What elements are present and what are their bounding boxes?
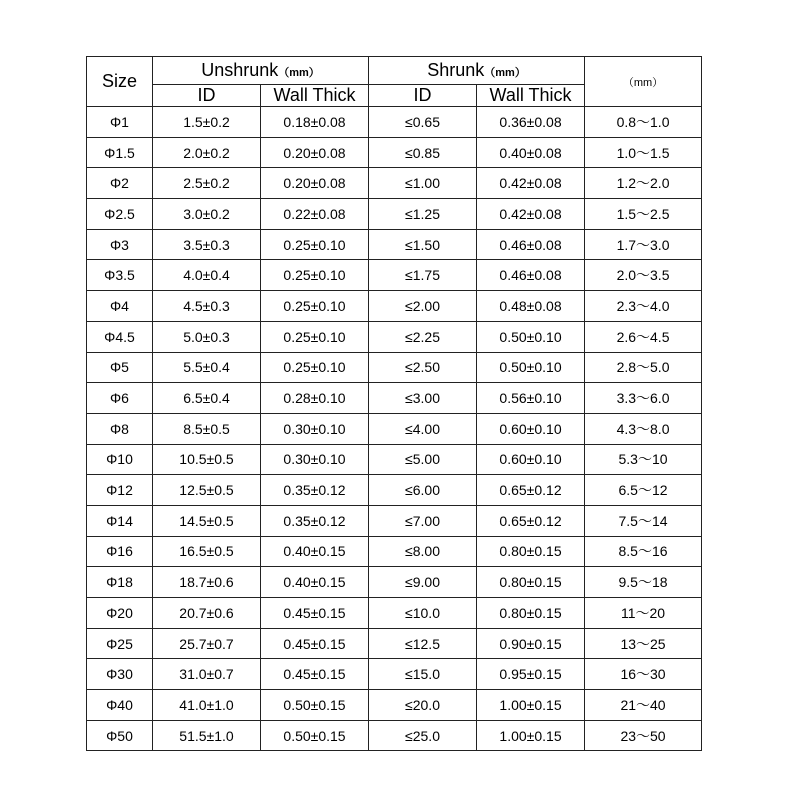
shrunk-id-cell: ≤25.0 — [369, 720, 477, 751]
shrunk-id-cell: ≤12.5 — [369, 628, 477, 659]
unshrunk-id-cell: 20.7±0.6 — [153, 598, 261, 629]
range-cell: 5.3～10 — [585, 444, 702, 475]
unshrunk-id-cell: 5.5±0.4 — [153, 352, 261, 383]
shrunk-id-cell: ≤7.00 — [369, 505, 477, 536]
shrunk-wall-cell: 0.80±0.15 — [477, 567, 585, 598]
range-cell: 2.3～4.0 — [585, 291, 702, 322]
shrunk-wall-cell: 0.65±0.12 — [477, 475, 585, 506]
shrunk-id-cell: ≤0.65 — [369, 107, 477, 138]
table-row — [87, 567, 702, 598]
table-row — [87, 229, 702, 260]
shrunk-id-cell: ≤0.85 — [369, 137, 477, 168]
unshrunk-wall-cell: 0.25±0.10 — [261, 352, 369, 383]
unshrunk-wall-cell: 0.25±0.10 — [261, 229, 369, 260]
unshrunk-header — [153, 57, 369, 85]
shrunk-wall-cell: 0.50±0.10 — [477, 352, 585, 383]
shrunk-wall-cell: 0.48±0.08 — [477, 291, 585, 322]
table-header — [87, 57, 702, 107]
shrunk-id-cell: ≤9.00 — [369, 567, 477, 598]
size-cell: Φ1.5 — [87, 137, 153, 168]
unshrunk-id-cell: 8.5±0.5 — [153, 413, 261, 444]
shrunk-wall-cell: 0.42±0.08 — [477, 168, 585, 199]
unshrunk-id-cell: 10.5±0.5 — [153, 444, 261, 475]
unshrunk-id-cell: 2.5±0.2 — [153, 168, 261, 199]
unshrunk-id-cell: 25.7±0.7 — [153, 628, 261, 659]
size-cell: Φ18 — [87, 567, 153, 598]
size-cell: Φ6 — [87, 383, 153, 414]
shrunk-wall-cell: 0.56±0.10 — [477, 383, 585, 414]
range-cell: 21～40 — [585, 690, 702, 721]
unshrunk-wall-cell: 0.25±0.10 — [261, 321, 369, 352]
table-row — [87, 260, 702, 291]
unshrunk-id-cell: 16.5±0.5 — [153, 536, 261, 567]
size-cell: Φ20 — [87, 598, 153, 629]
table-row — [87, 444, 702, 475]
table-row — [87, 659, 702, 690]
unshrunk-wall-cell: 0.35±0.12 — [261, 505, 369, 536]
range-cell: 23～50 — [585, 720, 702, 751]
range-cell: 1.0～1.5 — [585, 137, 702, 168]
table-row — [87, 107, 702, 138]
table-row — [87, 475, 702, 506]
shrunk-id-cell: ≤1.25 — [369, 199, 477, 230]
size-cell: Φ4.5 — [87, 321, 153, 352]
table-row — [87, 168, 702, 199]
unshrunk-id-cell: 12.5±0.5 — [153, 475, 261, 506]
shrunk-wall-cell: 0.80±0.15 — [477, 536, 585, 567]
shrunk-id-cell: ≤8.00 — [369, 536, 477, 567]
table-row — [87, 321, 702, 352]
unshrunk-wall-cell: 0.35±0.12 — [261, 475, 369, 506]
spec-table — [86, 56, 702, 751]
table-row — [87, 383, 702, 414]
shrunk-id-cell: ≤10.0 — [369, 598, 477, 629]
shrunk-wall-cell: 1.00±0.15 — [477, 720, 585, 751]
shrunk-wall-cell: 0.60±0.10 — [477, 413, 585, 444]
shrunk-id-cell: ≤2.50 — [369, 352, 477, 383]
shrunk-label: Shrunk — [427, 60, 485, 80]
shrunk-id-cell: ≤2.00 — [369, 291, 477, 322]
table-row — [87, 628, 702, 659]
range-cell: 1.5～2.5 — [585, 199, 702, 230]
shrunk-id-cell: ≤3.00 — [369, 383, 477, 414]
unshrunk-id-cell: 1.5±0.2 — [153, 107, 261, 138]
range-unit-header: （mm） — [585, 57, 702, 107]
unshrunk-wall-cell: 0.40±0.15 — [261, 567, 369, 598]
range-cell: 11～20 — [585, 598, 702, 629]
shrunk-id-cell: ≤1.50 — [369, 229, 477, 260]
shrunk-id-cell: ≤1.00 — [369, 168, 477, 199]
shrunk-id-cell: ≤1.75 — [369, 260, 477, 291]
unshrunk-wall-cell: 0.50±0.15 — [261, 720, 369, 751]
size-cell: Φ4 — [87, 291, 153, 322]
shrunk-wall-cell: 0.50±0.10 — [477, 321, 585, 352]
shrunk-id-cell: ≤6.00 — [369, 475, 477, 506]
range-cell: 1.7～3.0 — [585, 229, 702, 260]
shrunk-wall-cell: 0.80±0.15 — [477, 598, 585, 629]
unshrunk-id-cell: 3.5±0.3 — [153, 229, 261, 260]
range-cell: 8.5～16 — [585, 536, 702, 567]
size-cell: Φ50 — [87, 720, 153, 751]
unshrunk-id-cell: 51.5±1.0 — [153, 720, 261, 751]
unshrunk-id-cell: 3.0±0.2 — [153, 199, 261, 230]
shrunk-wall-header: Wall Thick — [477, 85, 585, 107]
unshrunk-wall-cell: 0.18±0.08 — [261, 107, 369, 138]
unshrunk-wall-cell: 0.30±0.10 — [261, 444, 369, 475]
table-row — [87, 720, 702, 751]
size-cell: Φ14 — [87, 505, 153, 536]
shrunk-wall-cell: 0.90±0.15 — [477, 628, 585, 659]
unshrunk-id-cell: 4.5±0.3 — [153, 291, 261, 322]
size-header: Size — [87, 57, 153, 107]
range-cell: 9.5～18 — [585, 567, 702, 598]
range-cell: 2.0～3.5 — [585, 260, 702, 291]
table-row — [87, 536, 702, 567]
unshrunk-id-cell: 31.0±0.7 — [153, 659, 261, 690]
size-cell: Φ12 — [87, 475, 153, 506]
shrunk-wall-cell: 0.46±0.08 — [477, 260, 585, 291]
size-cell: Φ16 — [87, 536, 153, 567]
unshrunk-id-cell: 14.5±0.5 — [153, 505, 261, 536]
range-cell: 13～25 — [585, 628, 702, 659]
unshrunk-wall-cell: 0.20±0.08 — [261, 137, 369, 168]
size-cell: Φ25 — [87, 628, 153, 659]
table-row — [87, 291, 702, 322]
range-cell: 2.8～5.0 — [585, 352, 702, 383]
table-row — [87, 413, 702, 444]
unshrunk-id-cell: 2.0±0.2 — [153, 137, 261, 168]
table-body — [87, 107, 702, 751]
unshrunk-wall-cell: 0.28±0.10 — [261, 383, 369, 414]
unshrunk-wall-cell: 0.45±0.15 — [261, 598, 369, 629]
range-cell: 3.3～6.0 — [585, 383, 702, 414]
size-cell: Φ3 — [87, 229, 153, 260]
shrunk-wall-cell: 0.36±0.08 — [477, 107, 585, 138]
shrunk-wall-cell: 0.46±0.08 — [477, 229, 585, 260]
unshrunk-id-cell: 4.0±0.4 — [153, 260, 261, 291]
size-cell: Φ1 — [87, 107, 153, 138]
unshrunk-wall-cell: 0.25±0.10 — [261, 260, 369, 291]
shrunk-id-cell: ≤20.0 — [369, 690, 477, 721]
shrunk-id-header: ID — [369, 85, 477, 107]
range-cell: 2.6～4.5 — [585, 321, 702, 352]
unshrunk-wall-cell: 0.40±0.15 — [261, 536, 369, 567]
size-cell: Φ40 — [87, 690, 153, 721]
shrunk-unit: （mm） — [484, 67, 526, 79]
unshrunk-wall-cell: 0.20±0.08 — [261, 168, 369, 199]
range-cell: 7.5～14 — [585, 505, 702, 536]
shrunk-wall-cell: 0.40±0.08 — [477, 137, 585, 168]
table-row — [87, 199, 702, 230]
unshrunk-label: Unshrunk — [201, 60, 279, 80]
unshrunk-wall-cell: 0.50±0.15 — [261, 690, 369, 721]
unshrunk-id-header: ID — [153, 85, 261, 107]
size-cell: Φ10 — [87, 444, 153, 475]
shrunk-wall-cell: 0.42±0.08 — [477, 199, 585, 230]
unshrunk-unit: （mm） — [278, 67, 320, 79]
unshrunk-wall-cell: 0.25±0.10 — [261, 291, 369, 322]
shrunk-wall-cell: 0.60±0.10 — [477, 444, 585, 475]
unshrunk-id-cell: 6.5±0.4 — [153, 383, 261, 414]
unshrunk-wall-header: Wall Thick — [261, 85, 369, 107]
shrunk-header — [369, 57, 585, 85]
shrunk-wall-cell: 0.95±0.15 — [477, 659, 585, 690]
shrunk-id-cell: ≤2.25 — [369, 321, 477, 352]
range-cell: 6.5～12 — [585, 475, 702, 506]
table-row — [87, 352, 702, 383]
table-row — [87, 598, 702, 629]
range-cell: 1.2～2.0 — [585, 168, 702, 199]
size-cell: Φ8 — [87, 413, 153, 444]
table-row — [87, 690, 702, 721]
range-cell: 16～30 — [585, 659, 702, 690]
range-cell: 0.8～1.0 — [585, 107, 702, 138]
shrunk-wall-cell: 0.65±0.12 — [477, 505, 585, 536]
shrunk-id-cell: ≤4.00 — [369, 413, 477, 444]
unshrunk-wall-cell: 0.45±0.15 — [261, 628, 369, 659]
size-cell: Φ2.5 — [87, 199, 153, 230]
table-row — [87, 137, 702, 168]
size-cell: Φ30 — [87, 659, 153, 690]
size-cell: Φ2 — [87, 168, 153, 199]
shrunk-id-cell: ≤5.00 — [369, 444, 477, 475]
table-row — [87, 505, 702, 536]
size-cell: Φ5 — [87, 352, 153, 383]
size-cell: Φ3.5 — [87, 260, 153, 291]
unshrunk-id-cell: 18.7±0.6 — [153, 567, 261, 598]
unshrunk-wall-cell: 0.22±0.08 — [261, 199, 369, 230]
unshrunk-wall-cell: 0.30±0.10 — [261, 413, 369, 444]
unshrunk-id-cell: 5.0±0.3 — [153, 321, 261, 352]
unshrunk-wall-cell: 0.45±0.15 — [261, 659, 369, 690]
unshrunk-id-cell: 41.0±1.0 — [153, 690, 261, 721]
range-cell: 4.3～8.0 — [585, 413, 702, 444]
shrunk-id-cell: ≤15.0 — [369, 659, 477, 690]
shrunk-wall-cell: 1.00±0.15 — [477, 690, 585, 721]
